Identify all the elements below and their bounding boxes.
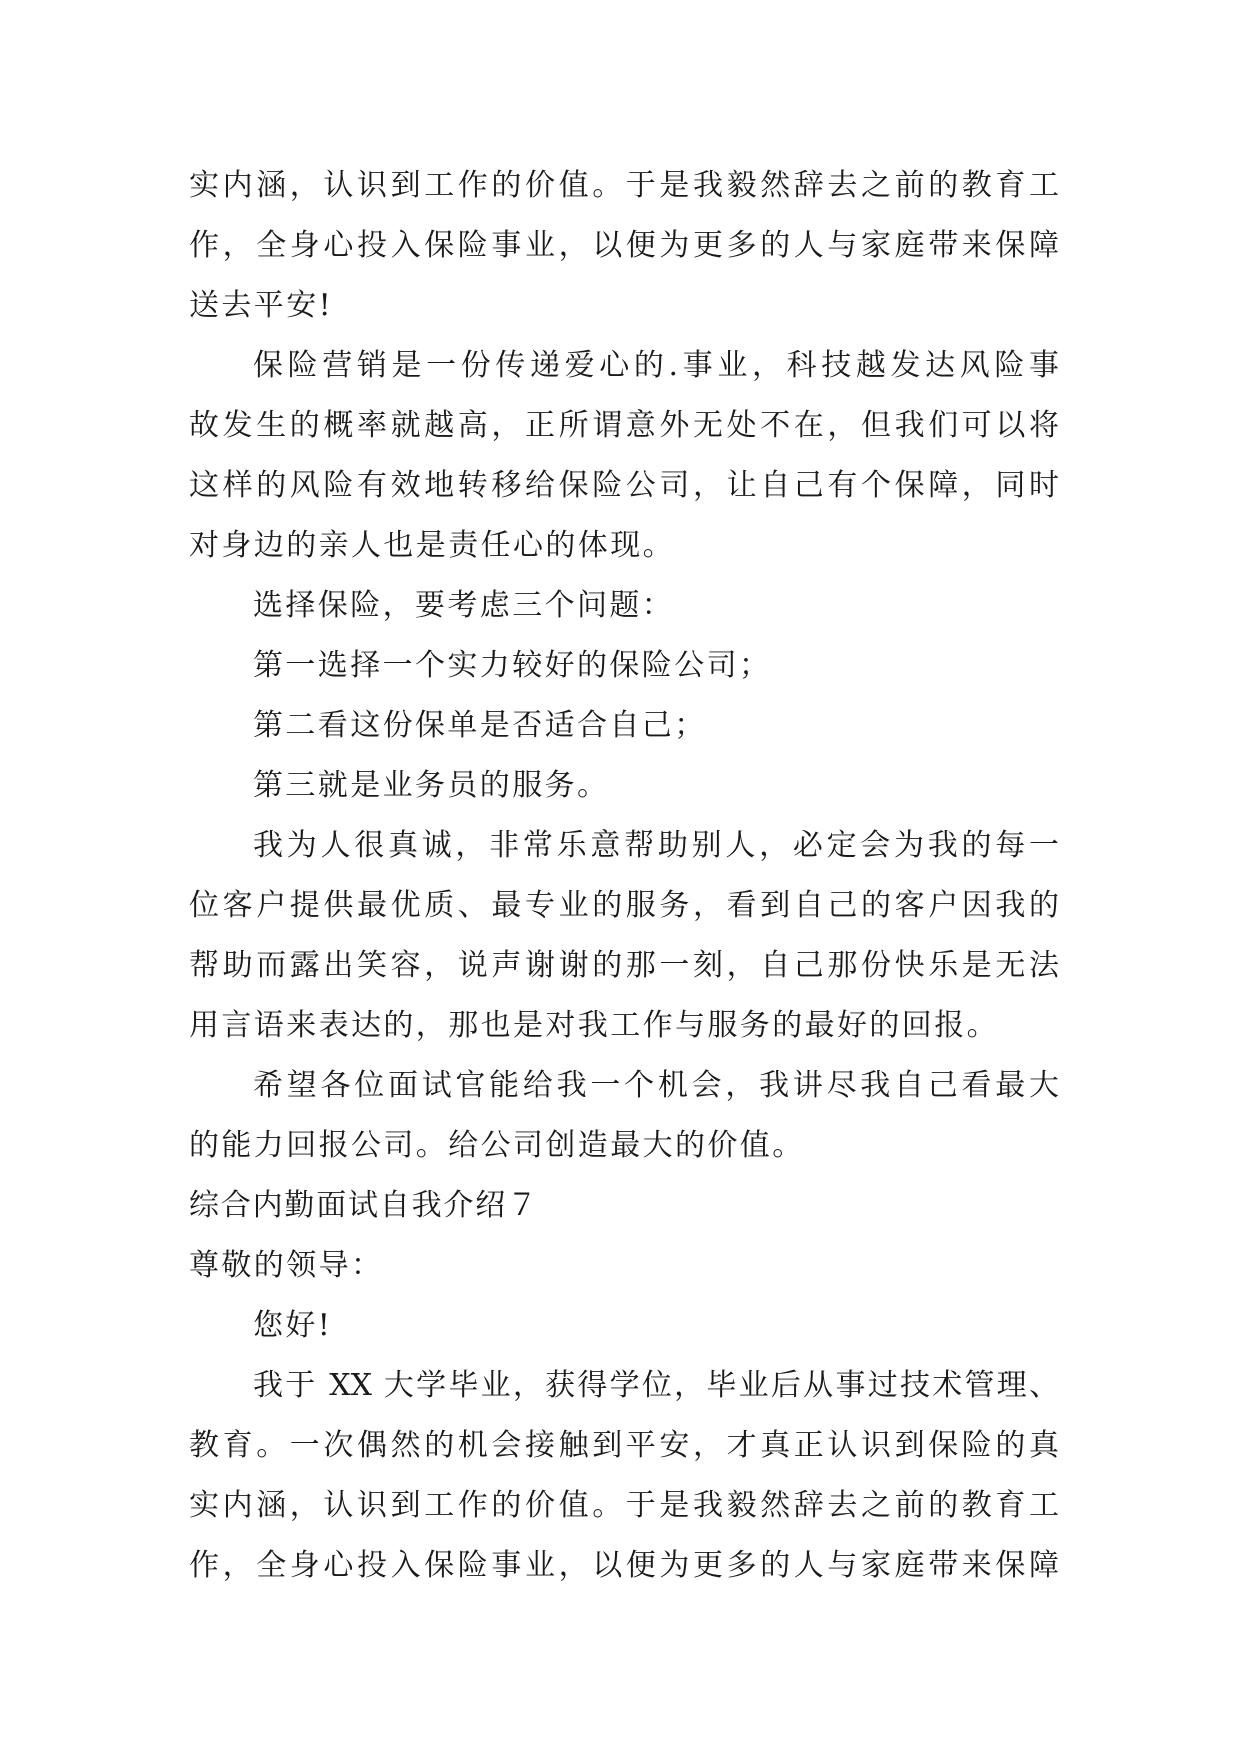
text-line: 作，全身心投入保险事业，以便为更多的人与家庭带来保障 bbox=[189, 228, 1059, 263]
text-line: 的能力回报公司。给公司创造最大的价值。 bbox=[189, 1128, 805, 1163]
paragraph-first-line: 选择保险，要考虑三个问题： bbox=[253, 588, 675, 623]
text-line: 实内涵，认识到工作的价值。于是我毅然辞去之前的教育工 bbox=[189, 1488, 1059, 1523]
text-line: 实内涵，认识到工作的价值。于是我毅然辞去之前的教育工 bbox=[189, 168, 1059, 203]
list-item: 第三就是业务员的服务。 bbox=[253, 768, 610, 803]
list-item: 第一选择一个实力较好的保险公司； bbox=[253, 648, 772, 683]
text-line: 教育。一次偶然的机会接触到平安，才真正认识到保险的真 bbox=[189, 1428, 1059, 1463]
text-line: 这样的风险有效地转移给保险公司，让自己有个保障，同时 bbox=[189, 468, 1059, 503]
section-heading: 综合内勤面试自我介绍７ bbox=[189, 1188, 539, 1223]
text-line: 用言语来表达的，那也是对我工作与服务的最好的回报。 bbox=[189, 1008, 999, 1043]
paragraph-first-line: 我于 XX 大学毕业，获得学位，毕业后从事过技术管理、 bbox=[253, 1368, 1059, 1403]
text-line: 送去平安! bbox=[189, 288, 334, 323]
paragraph-first-line: 保险营销是一份传递爱心的.事业，科技越发达风险事 bbox=[253, 348, 1059, 383]
text-line: 故发生的概率就越高，正所谓意外无处不在，但我们可以将 bbox=[189, 408, 1059, 443]
text-line: 位客户提供最优质、最专业的服务，看到自己的客户因我的 bbox=[189, 888, 1059, 923]
paragraph-first-line: 我为人很真诚，非常乐意帮助别人，必定会为我的每一 bbox=[253, 828, 1059, 863]
text-line: 对身边的亲人也是责任心的体现。 bbox=[189, 528, 675, 563]
text-line: 帮助而露出笑容，说声谢谢的那一刻，自己那份快乐是无法 bbox=[189, 948, 1059, 983]
list-item: 第二看这份保单是否适合自己； bbox=[253, 708, 707, 743]
salutation: 尊敬的领导： bbox=[189, 1248, 384, 1283]
greeting: 您好! bbox=[253, 1308, 333, 1343]
text-line: 作，全身心投入保险事业，以便为更多的人与家庭带来保障 bbox=[189, 1548, 1059, 1583]
paragraph-first-line: 希望各位面试官能给我一个机会，我讲尽我自己看最大 bbox=[253, 1068, 1059, 1103]
